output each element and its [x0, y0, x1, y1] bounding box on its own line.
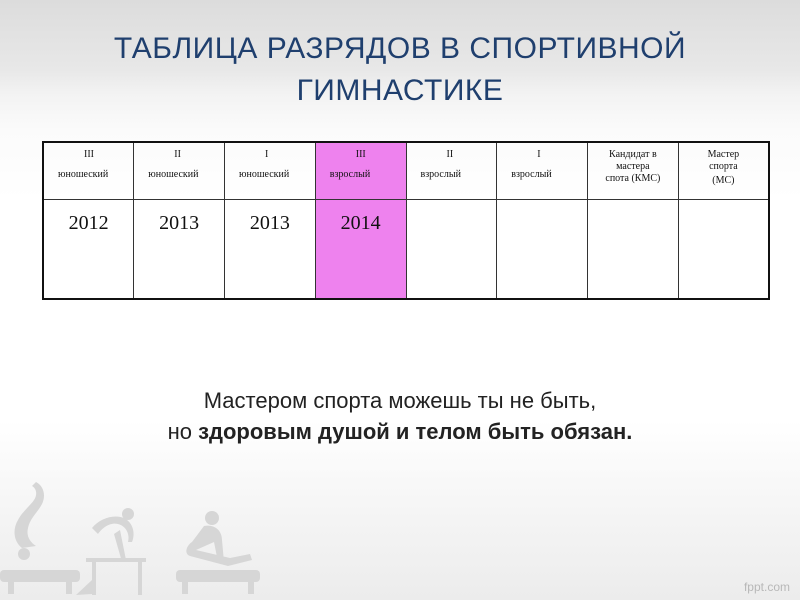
year-cell	[588, 200, 679, 300]
table-header-row	[43, 142, 769, 200]
year-value	[588, 200, 678, 212]
header-cell	[497, 142, 588, 200]
year-value: 2014	[340, 212, 381, 234]
header-cell	[225, 142, 316, 200]
motto-quote	[20, 385, 780, 447]
header-level: взрослый	[511, 169, 552, 180]
year-value	[407, 200, 497, 212]
header-level: взрослый	[420, 169, 461, 180]
header-text: (МС)	[712, 175, 735, 186]
header-cell-ms	[678, 142, 769, 200]
header-rank: I	[537, 149, 541, 160]
quote-line-2-plain: но	[167, 419, 199, 444]
header-text: спота (КМС)	[605, 173, 661, 184]
year-value: 2013	[249, 212, 290, 234]
title-line-1: ТАБЛИЦА РАЗРЯДОВ В СПОРТИВНОЙ	[113, 32, 687, 65]
year-value: 2013	[159, 212, 200, 234]
watermark: fppt.com	[743, 580, 790, 594]
header-level: юношеский	[148, 169, 199, 180]
quote-line-2-bold: здоровым душой и телом быть обязан.	[198, 419, 633, 444]
gymnast-silhouettes-illustration	[0, 470, 320, 595]
year-value: 2012	[68, 212, 109, 234]
grades-table	[42, 141, 770, 300]
header-rank: III	[84, 149, 94, 160]
year-cell	[134, 200, 225, 300]
quote-line-2	[20, 416, 780, 447]
header-text: мастера	[616, 161, 650, 172]
header-cell-kms	[588, 142, 679, 200]
year-value	[497, 200, 587, 212]
header-rank: II	[446, 149, 454, 160]
header-rank: II	[174, 149, 181, 160]
year-cell	[406, 200, 497, 300]
header-text: Кандидат в	[609, 149, 657, 160]
gymnast-silhouette-pommel	[176, 511, 260, 594]
year-cell	[225, 200, 316, 300]
header-rank: III	[355, 149, 366, 160]
header-level: взрослый	[329, 169, 371, 180]
header-text: спорта	[709, 161, 738, 172]
table-year-row	[43, 200, 769, 300]
quote-line-1: Мастером спорта можешь ты не быть,	[203, 388, 597, 413]
year-value	[679, 200, 768, 212]
year-cell-highlighted	[315, 200, 406, 300]
year-cell	[43, 200, 134, 300]
year-cell	[678, 200, 769, 300]
header-cell-highlighted	[315, 142, 406, 200]
title-line-2: ГИМНАСТИКЕ	[296, 74, 504, 107]
slide-title	[40, 28, 760, 112]
header-cell	[406, 142, 497, 200]
header-cell	[134, 142, 225, 200]
gymnast-silhouette-handstand	[15, 482, 44, 560]
pommel-horse-left	[0, 570, 80, 594]
header-text: Мастер	[707, 149, 740, 160]
header-cell	[43, 142, 134, 200]
header-level: юношеский	[239, 169, 290, 180]
year-cell	[497, 200, 588, 300]
gymnast-silhouette-bars	[76, 508, 146, 595]
header-level: юношеский	[58, 169, 109, 180]
header-rank: I	[265, 149, 269, 160]
